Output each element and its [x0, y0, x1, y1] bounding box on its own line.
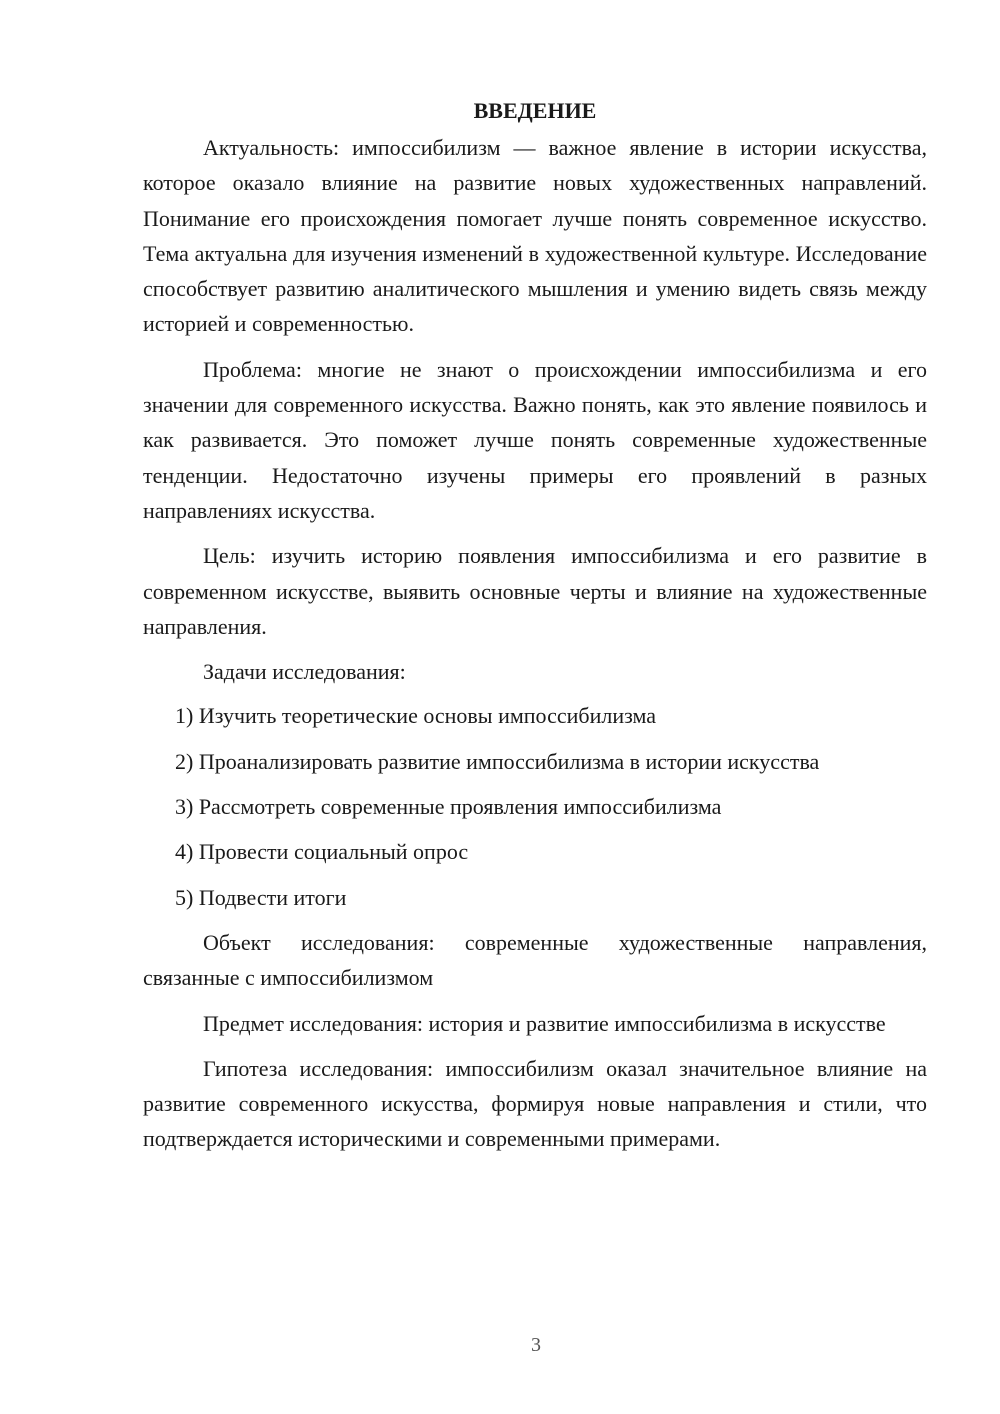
- tasks-title: Задачи исследования:: [203, 659, 406, 685]
- relevance-paragraph: Актуальность: импоссибилизм — важное явление в истории искусства, которое оказало влияние на развитие новых художественных направлений. Понимание его происхождения помогает лучше понять современное искусство. Тема актуальна для изучения изменений в художественной культуре. Исследование способствует развитию аналитического мышления и умению видеть связь между историей и современностью.: [143, 135, 927, 337]
- page-body: [143, 92, 927, 1157]
- page-number: 3: [531, 1334, 541, 1356]
- object-paragraph: Объект исследования: современные художественные направления, связанные с импоссибилизмом: [143, 929, 927, 991]
- list-item: 2) Проанализировать развитие импоссибилизма в истории искусства: [175, 748, 820, 774]
- page-title: ВВЕДЕНИЕ: [473, 98, 597, 123]
- goal-paragraph: Цель: изучить историю появления импоссибилизма и его развитие в современном искусстве, выявить основные черты и влияние на художественные направления.: [143, 543, 927, 639]
- list-item: 4) Провести социальный опрос: [175, 839, 469, 865]
- hypothesis-paragraph: Гипотеза исследования: импоссибилизм оказал значительное влияние на развитие современного искусства, формируя новые направления и стили, что подтверждается историческими и современными примерами.: [143, 1055, 927, 1152]
- list-item: 3) Рассмотреть современные проявления импоссибилизма: [175, 794, 722, 820]
- list-item: 1) Изучить теоретические основы импоссибилизма: [175, 703, 657, 729]
- task-list: [143, 698, 927, 914]
- list-item: 5) Подвести итоги: [175, 884, 347, 910]
- problem-paragraph: Проблема: многие не знают о происхождении импоссибилизма и его значении для современного искусства. Важно понять, как это явление появилось и как развивается. Это поможет лучше понять современные художественные тенденции. Недостаточно изучены примеры его проявлений в разных направлениях искусства.: [143, 356, 927, 523]
- subject-paragraph: Предмет исследования: история и развитие импоссибилизма в искусстве: [203, 1010, 886, 1036]
